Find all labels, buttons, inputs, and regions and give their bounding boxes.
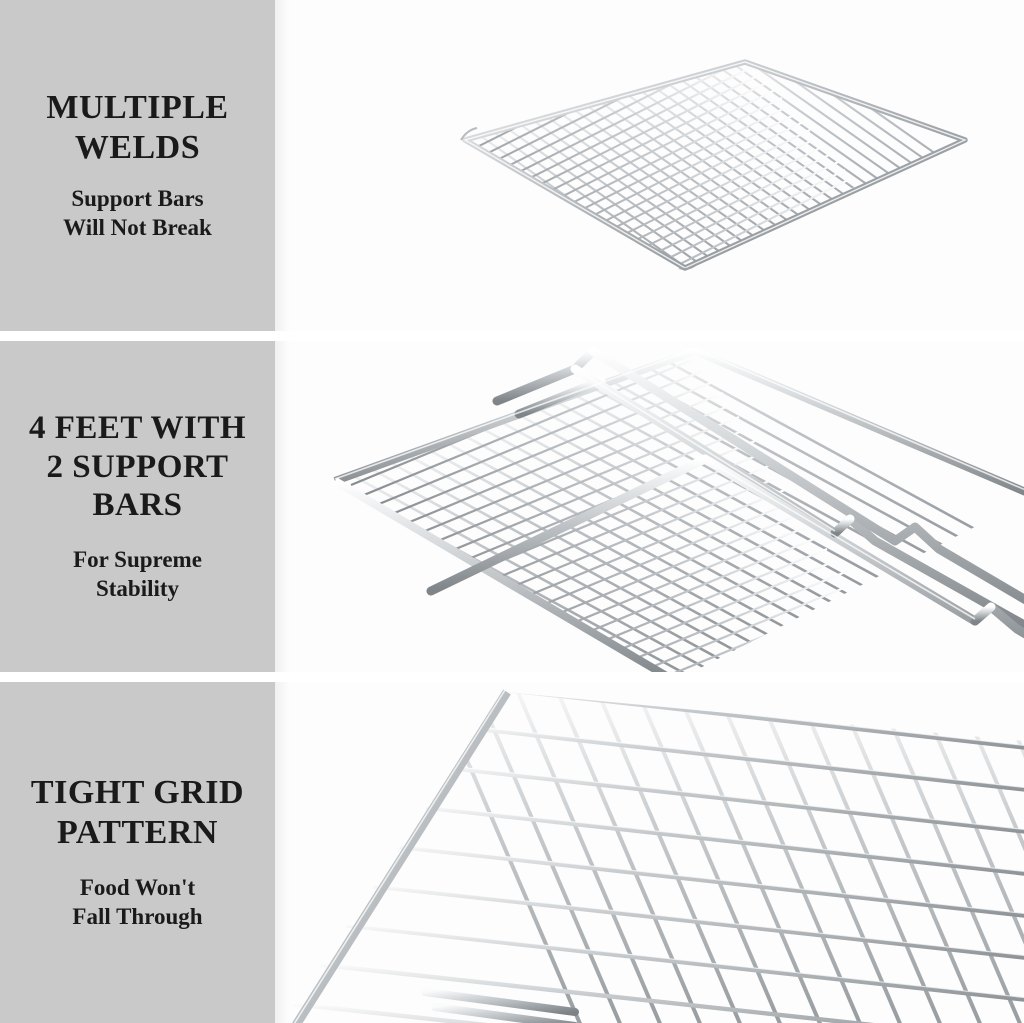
rack-illustration-underside	[275, 341, 1024, 672]
panel-divider	[0, 672, 1024, 682]
panel-title-line: 4 FEET WITH	[28, 410, 247, 447]
panel-title-line: 2 SUPPORT	[46, 448, 229, 485]
panel-subtitle-line: Stability	[95, 575, 180, 601]
panel-subtitle-tight-grid	[72, 874, 202, 932]
panel-title-line: BARS	[92, 486, 183, 523]
panel-title-line: MULTIPLE	[46, 89, 229, 127]
panel-title-tight-grid	[31, 773, 244, 852]
panel-subtitle-multiple-welds	[63, 185, 212, 243]
panel-divider	[0, 331, 1024, 341]
panel-subtitle-line: Fall Through	[72, 903, 203, 929]
panel-subtitle-line: Will Not Break	[63, 214, 212, 240]
panel-subtitle-line: For Supreme	[73, 547, 202, 573]
feature-panel-four-feet-two-support-bars	[0, 341, 1024, 672]
panel-title-line: PATTERN	[57, 813, 218, 851]
caption-block-multiple-welds	[0, 0, 275, 331]
feature-panel-multiple-welds	[0, 0, 1024, 331]
caption-block-four-feet	[0, 341, 275, 672]
panel-subtitle-four-feet	[73, 546, 202, 604]
feature-panel-tight-grid-pattern	[0, 682, 1024, 1023]
caption-block-tight-grid	[0, 682, 275, 1023]
panel-title-four-feet	[29, 409, 246, 524]
panel-title-line: TIGHT GRID	[30, 774, 245, 812]
photo-grid-macro	[275, 682, 1024, 1023]
panel-subtitle-line: Food Won't	[79, 875, 196, 901]
rack-illustration-full	[275, 0, 1024, 331]
panel-title-multiple-welds	[46, 88, 228, 167]
photo-support-bars	[275, 341, 1024, 672]
rack-illustration-grid-macro	[275, 682, 1024, 1023]
panel-subtitle-line: Support Bars	[71, 186, 204, 212]
photo-full-rack	[275, 0, 1024, 331]
panel-title-line: WELDS	[74, 128, 201, 166]
